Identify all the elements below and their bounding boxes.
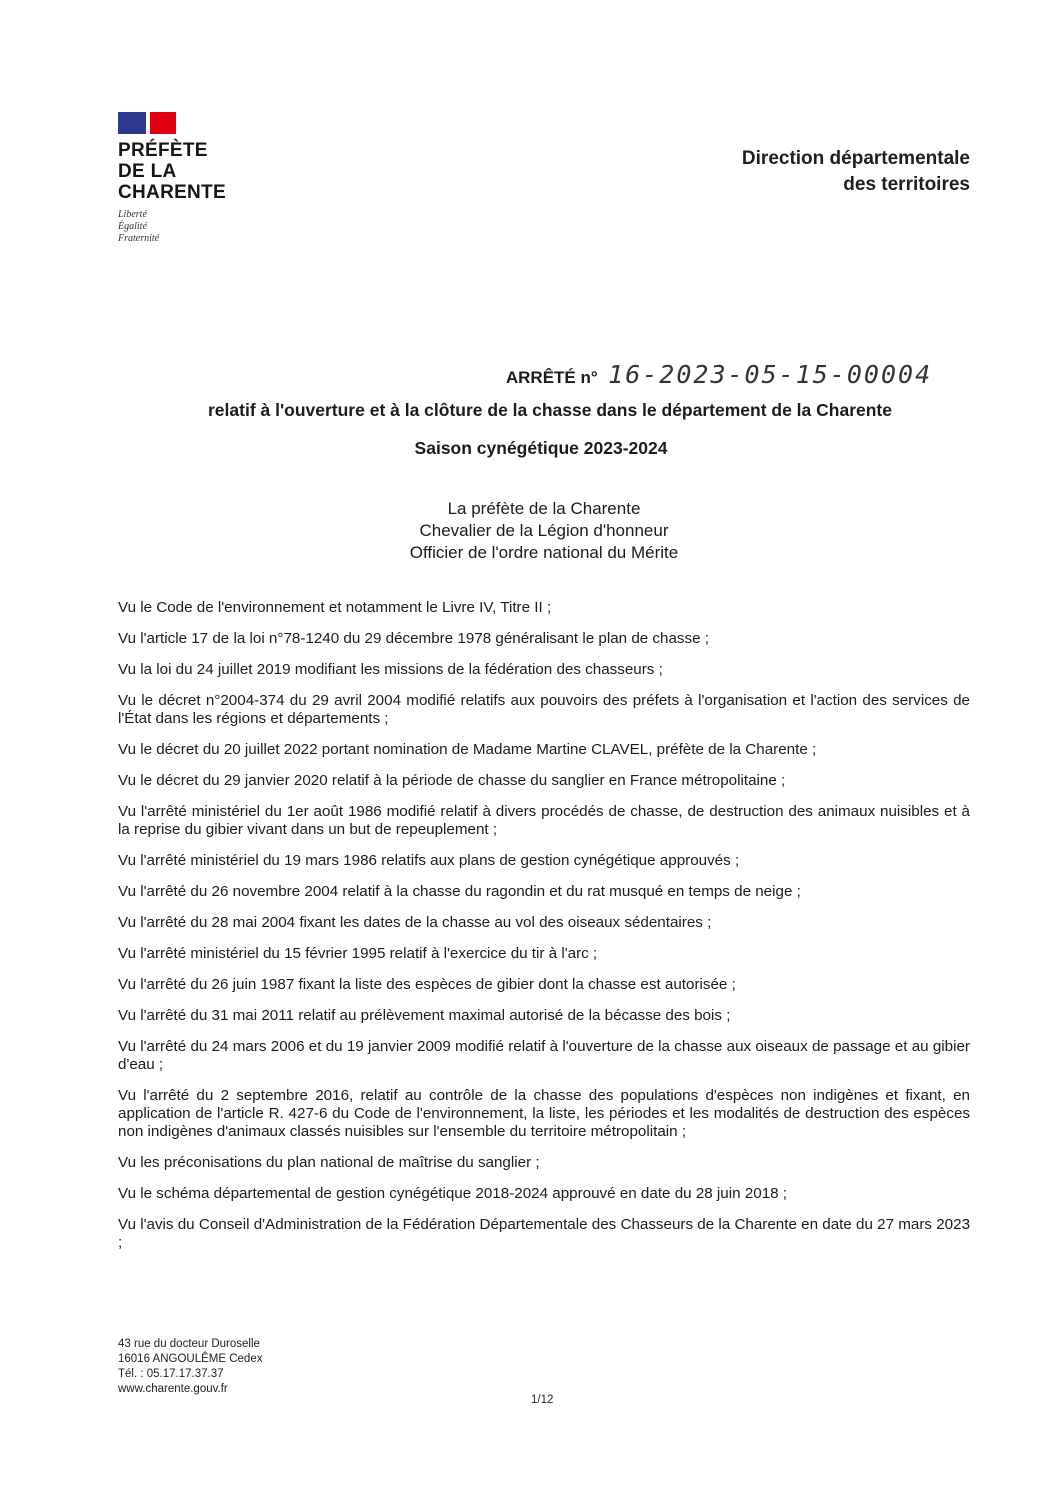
direction-line-1: Direction départementale bbox=[741, 148, 970, 169]
authority-line-3: Officier de l'ordre national du Mérite bbox=[409, 543, 679, 562]
visa-item: Vu le décret du 29 janvier 2020 relatif à la période de chasse du sanglier en France métropolitaine ; bbox=[118, 772, 786, 789]
footer-phone: Tél. : 05.17.17.37.37 bbox=[118, 1368, 224, 1380]
motto-egalite: Égalité bbox=[118, 221, 147, 232]
footer-address bbox=[118, 1337, 262, 1397]
arrete-heading bbox=[0, 360, 1058, 389]
arrete-label: ARRÊTÉ n° bbox=[505, 368, 598, 387]
visa-item: Vu l'arrêté ministériel du 1er août 1986 modifié relatif à divers procédés de chasse, de destruction des animaux nuisibles et à la reprise du gibier vivant dans un but de repeuplement ; bbox=[118, 803, 970, 838]
visa-item: Vu l'arrêté du 26 juin 1987 fixant la liste des espèces de gibier dont la chasse est autorisée ; bbox=[118, 976, 736, 993]
republic-motto bbox=[118, 209, 268, 245]
authority-line-2: Chevalier de la Légion d'honneur bbox=[419, 521, 669, 540]
visa-item: Vu les préconisations du plan national de maîtrise du sanglier ; bbox=[118, 1154, 540, 1171]
visa-item: Vu l'arrêté du 31 mai 2011 relatif au prélèvement maximal autorisé de la bécasse des bois ; bbox=[118, 1007, 731, 1024]
direction-line-2: des territoires bbox=[843, 174, 970, 195]
visa-item: Vu l'arrêté ministériel du 19 mars 1986 relatifs aux plans de gestion cynégétique approuvés ; bbox=[118, 852, 740, 869]
visa-item: Vu le décret du 20 juillet 2022 portant nomination de Madame Martine CLAVEL, préfète de la Charente ; bbox=[118, 741, 817, 758]
authority-block bbox=[0, 498, 1058, 564]
footer-website: www.charente.gouv.fr bbox=[118, 1383, 228, 1395]
visa-item: Vu l'avis du Conseil d'Administration de la Fédération Départementale des Chasseurs de la Charente en date du 27 mars 2023 ; bbox=[118, 1216, 971, 1251]
visa-item: Vu l'article 17 de la loi n°78-1240 du 29 décembre 1978 généralisant le plan de chasse ; bbox=[118, 630, 709, 647]
marianne-flag-icon bbox=[118, 112, 176, 134]
prefecture-name-line-3: CHARENTE bbox=[118, 182, 226, 203]
prefecture-logo bbox=[118, 112, 268, 245]
visa-item: Vu la loi du 24 juillet 2019 modifiant les missions de la fédération des chasseurs ; bbox=[118, 661, 663, 678]
visa-item: Vu l'arrêté du 28 mai 2004 fixant les dates de la chasse au vol des oiseaux sédentaires ; bbox=[118, 914, 712, 931]
prefecture-name-line-2: DE LA bbox=[118, 161, 177, 182]
footer-city: 16016 ANGOULÊME Cedex bbox=[118, 1353, 263, 1365]
footer-street: 43 rue du docteur Duroselle bbox=[118, 1338, 260, 1350]
visa-item: Vu l'arrêté ministériel du 15 février 1995 relatif à l'exercice du tir à l'arc ; bbox=[118, 945, 598, 962]
authority-line-1: La préfète de la Charente bbox=[447, 499, 641, 518]
visa-item: Vu le Code de l'environnement et notamment le Livre IV, Titre II ; bbox=[118, 599, 552, 616]
visa-item: Vu le décret n°2004-374 du 29 avril 2004 modifié relatifs aux pouvoirs des préfets à l'organisation et l'action des services de l'État dans les régions et départements ; bbox=[118, 692, 970, 727]
arrete-season: Saison cynégétique 2023-2024 bbox=[414, 438, 668, 458]
arrete-number: 16-2023-05-15-00004 bbox=[608, 360, 933, 389]
motto-liberte: Liberté bbox=[118, 209, 147, 220]
visa-item: Vu l'arrêté du 26 novembre 2004 relatif à la chasse du ragondin et du rat musqué en temps de neige ; bbox=[118, 883, 801, 900]
visa-item: Vu l'arrêté du 24 mars 2006 et du 19 janvier 2009 modifié relatif à l'ouverture de la chasse aux oiseaux de passage et au gibier d'eau ; bbox=[118, 1038, 970, 1073]
visa-item: Vu l'arrêté du 2 septembre 2016, relatif au contrôle de la chasse des populations d'espèces non indigènes et fixant, en application de l'article R. 427-6 du Code de l'environnement, la liste, les périodes et les modalités de destruction des espèces non indigènes d'animaux classés nuisibles sur l'ensemble du territoire métropolitain ; bbox=[118, 1087, 970, 1140]
arrete-subtitle: relatif à l'ouverture et à la clôture de la chasse dans le département de la Charente bbox=[208, 400, 892, 420]
motto-fraternite: Fraternité bbox=[118, 233, 160, 244]
issuing-direction bbox=[742, 146, 970, 198]
prefecture-name-line-1: PRÉFÈTE bbox=[118, 140, 208, 161]
visas-list bbox=[118, 599, 970, 1265]
page-number: 1/12 bbox=[531, 1394, 554, 1406]
visa-item: Vu le schéma départemental de gestion cynégétique 2018-2024 approuvé en date du 28 juin 2018 ; bbox=[118, 1185, 788, 1202]
